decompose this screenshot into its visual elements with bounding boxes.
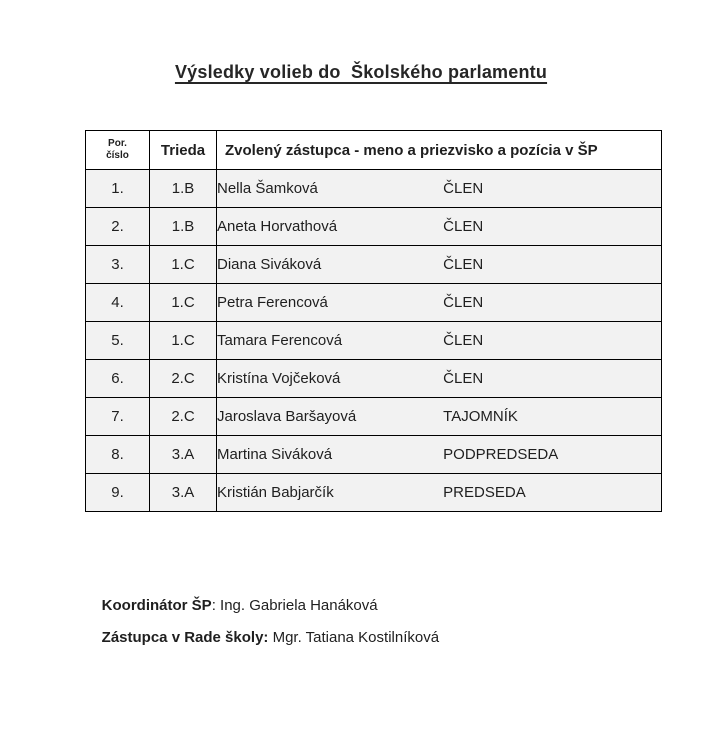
representative-name: Jaroslava Baršayová bbox=[217, 408, 357, 426]
representative-position: ČLEN bbox=[443, 332, 484, 350]
cell-representative bbox=[217, 170, 662, 208]
results-table bbox=[85, 130, 662, 512]
representative-position: TAJOMNÍK bbox=[443, 408, 518, 426]
representative-position: PREDSEDA bbox=[443, 484, 526, 502]
table-row bbox=[86, 246, 662, 284]
cell-representative bbox=[217, 322, 662, 360]
council-representative-line bbox=[85, 612, 439, 663]
cell-order-number: 1. bbox=[86, 170, 150, 208]
cell-order-number: 7. bbox=[86, 398, 150, 436]
representative-position: ČLEN bbox=[443, 370, 484, 388]
header-cell-por-cislo bbox=[86, 131, 150, 170]
representative-position: ČLEN bbox=[443, 218, 484, 236]
representative-name: Diana Siváková bbox=[217, 256, 322, 274]
header-cell-trieda bbox=[150, 131, 217, 170]
representative-name: Nella Šamková bbox=[217, 180, 318, 198]
table-row bbox=[86, 474, 662, 512]
header-por-cislo-label: Por. číslo bbox=[106, 137, 129, 161]
cell-order-number: 5. bbox=[86, 322, 150, 360]
page-title: Výsledky volieb do Školského parlamentu bbox=[174, 62, 548, 82]
cell-class: 3.A bbox=[150, 474, 217, 512]
coordinator-value: : Ing. Gabriela Hanáková bbox=[211, 597, 378, 614]
representative-position: ČLEN bbox=[443, 180, 484, 198]
representative-position: ČLEN bbox=[443, 294, 484, 312]
council-representative-value: Mgr. Tatiana Kostilníková bbox=[268, 629, 440, 646]
representative-name: Kristína Vojčeková bbox=[217, 370, 341, 388]
cell-order-number: 3. bbox=[86, 246, 150, 284]
cell-representative bbox=[217, 208, 662, 246]
cell-representative bbox=[217, 284, 662, 322]
cell-representative bbox=[217, 474, 662, 512]
cell-order-number: 2. bbox=[86, 208, 150, 246]
table-row bbox=[86, 170, 662, 208]
council-representative-label: Zástupca v Rade školy: bbox=[101, 629, 269, 646]
table-row bbox=[86, 208, 662, 246]
cell-representative bbox=[217, 398, 662, 436]
header-cell-zvoleny-zastupca bbox=[217, 131, 662, 170]
cell-order-number: 6. bbox=[86, 360, 150, 398]
representative-name: Kristián Babjarčík bbox=[217, 484, 334, 502]
cell-order-number: 8. bbox=[86, 436, 150, 474]
table-row bbox=[86, 398, 662, 436]
cell-class: 1.C bbox=[150, 322, 217, 360]
cell-representative bbox=[217, 436, 662, 474]
table-row bbox=[86, 284, 662, 322]
cell-class: 2.C bbox=[150, 398, 217, 436]
table-row bbox=[86, 436, 662, 474]
table-row bbox=[86, 360, 662, 398]
cell-representative bbox=[217, 360, 662, 398]
cell-class: 1.C bbox=[150, 246, 217, 284]
representative-name: Petra Ferencová bbox=[217, 294, 328, 312]
cell-class: 1.B bbox=[150, 170, 217, 208]
header-zvoleny-zastupca-label: Zvolený zástupca - meno a priezvisko a pozícia v ŠP bbox=[225, 141, 598, 159]
coordinator-label: Koordinátor ŠP bbox=[101, 597, 212, 614]
header-trieda-label: Trieda bbox=[160, 141, 206, 159]
table-row bbox=[86, 322, 662, 360]
cell-order-number: 9. bbox=[86, 474, 150, 512]
representative-name: Martina Siváková bbox=[217, 446, 333, 464]
cell-class: 3.A bbox=[150, 436, 217, 474]
cell-class: 1.B bbox=[150, 208, 217, 246]
representative-position: PODPREDSEDA bbox=[443, 446, 559, 464]
cell-representative bbox=[217, 246, 662, 284]
cell-class: 1.C bbox=[150, 284, 217, 322]
representative-name: Tamara Ferencová bbox=[217, 332, 343, 350]
representative-name: Aneta Horvathová bbox=[217, 218, 338, 236]
representative-position: ČLEN bbox=[443, 256, 484, 274]
table-header-row bbox=[86, 131, 662, 170]
cell-class: 2.C bbox=[150, 360, 217, 398]
cell-order-number: 4. bbox=[86, 284, 150, 322]
